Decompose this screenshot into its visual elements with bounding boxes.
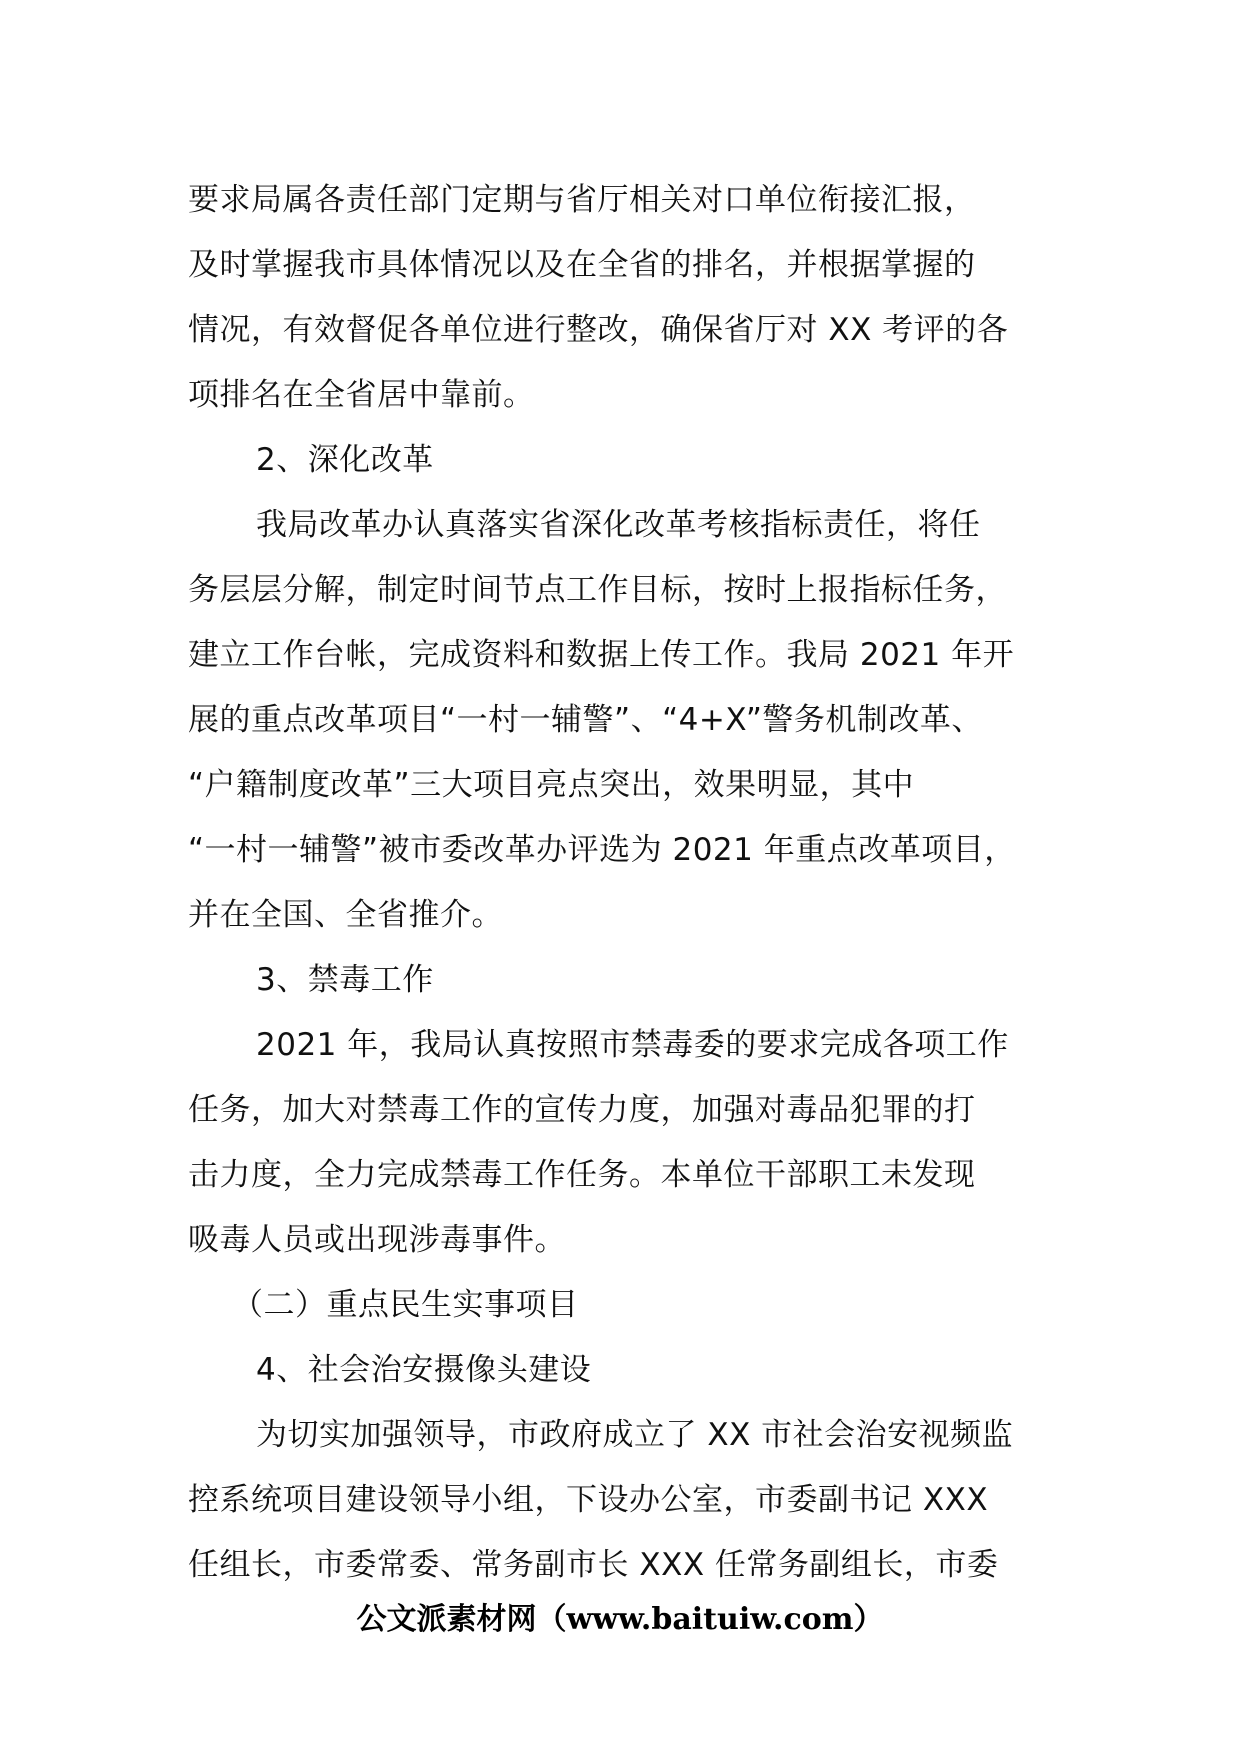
- paragraph-line: 吸毒人员或出现涉毒事件。: [188, 1222, 566, 1258]
- paragraph-line: 及时掌握我市具体情况以及在全省的排名，并根据掌握的: [188, 247, 976, 283]
- section-heading: 4、社会治安摄像头建设: [256, 1352, 592, 1388]
- paragraph-line: 控系统项目建设领导小组，下设办公室，市委副书记 XXX: [188, 1482, 989, 1518]
- paragraph-line: 我局改革办认真落实省深化改革考核指标责任，将任: [256, 507, 981, 543]
- paragraph-line: 项排名在全省居中靠前。: [188, 377, 535, 413]
- section-heading: 3、禁毒工作: [256, 962, 434, 998]
- paragraph-line: 建立工作台帐，完成资料和数据上传工作。我局 2021 年开: [188, 637, 1015, 673]
- section-heading: 2、深化改革: [256, 442, 434, 478]
- footer-watermark: 公文派素材网（www.baituiw.com）: [356, 1602, 884, 1637]
- paragraph-line: “户籍制度改革”三大项目亮点突出，效果明显，其中: [188, 767, 915, 803]
- paragraph-line: 要求局属各责任部门定期与省厅相关对口单位衔接汇报，: [188, 182, 976, 218]
- paragraph-line: 任务，加大对禁毒工作的宣传力度，加强对毒品犯罪的打: [188, 1092, 976, 1128]
- paragraph-line: 2021 年，我局认真按照市禁毒委的要求完成各项工作: [256, 1027, 1009, 1063]
- paragraph-line: 击力度，全力完成禁毒工作任务。本单位干部职工未发现: [188, 1157, 976, 1193]
- paragraph-line: 展的重点改革项目“一村一辅警”、“4+X”警务机制改革、: [188, 702, 983, 738]
- paragraph-line: 并在全国、全省推介。: [188, 897, 503, 933]
- paragraph-line: 任组长，市委常委、常务副市长 XXX 任常务副组长，市委: [188, 1547, 999, 1583]
- paragraph-line: 情况，有效督促各单位进行整改，确保省厅对 XX 考评的各: [188, 312, 1009, 348]
- section-heading: （二）重点民生实事项目: [232, 1287, 579, 1323]
- paragraph-line: 务层层分解，制定时间节点工作目标，按时上报指标任务，: [188, 572, 1007, 608]
- paragraph-line: 为切实加强领导，市政府成立了 XX 市社会治安视频监: [256, 1417, 1014, 1453]
- paragraph-line: “一村一辅警”被市委改革办评选为 2021 年重点改革项目，: [188, 832, 1016, 868]
- document-body: [188, 168, 1088, 1598]
